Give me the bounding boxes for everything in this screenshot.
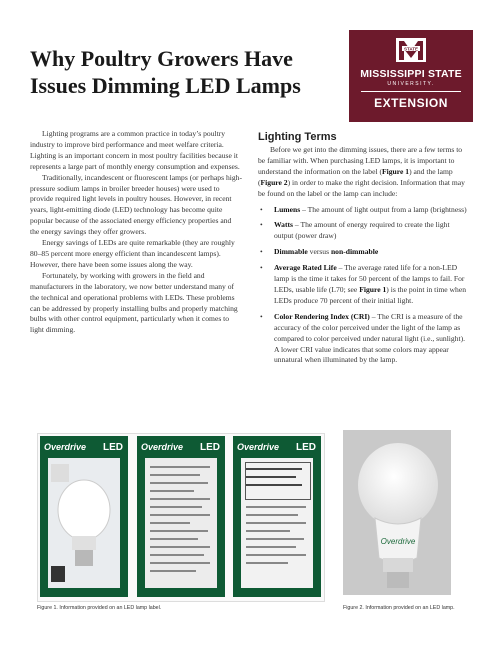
led-lamp-icon bbox=[343, 430, 451, 595]
figure-2-lamp-photo bbox=[343, 430, 451, 595]
package-brand: Overdrive bbox=[237, 442, 280, 452]
package-product: LED bbox=[103, 442, 123, 453]
bullet-icon: • bbox=[260, 220, 263, 230]
paragraph: Fortunately, by working with growers in the field and manufacturers in the laboratory, we now better understand many of the technical and operational problems with LEDs. These problems can be addressed by properly installing bulbs and properly matching bulbs with other control equipment, particularly when it comes to light dimming. bbox=[30, 270, 238, 335]
paragraph: Energy savings of LEDs are quite remarkable (they are roughly 80–85 percent more energy efficient than incandescent lamps). However, there have been some issues along the way. bbox=[30, 238, 235, 269]
logo-extension: EXTENSION bbox=[374, 96, 448, 110]
figure-2-caption: Figure 2. Information provided on an LED lamp. bbox=[343, 605, 455, 611]
package-side bbox=[137, 436, 225, 597]
list-item: • Watts – The amount of energy required to create the light output (power draw) bbox=[260, 220, 450, 241]
figure-1-label-photo bbox=[37, 433, 325, 602]
page-title: Why Poultry Growers Have Issues Dimming LED Lamps bbox=[30, 46, 301, 98]
msu-extension-logo bbox=[349, 30, 473, 122]
section-heading: Lighting Terms bbox=[258, 131, 337, 143]
list-item: • Dimmable versus non-dimmable bbox=[260, 247, 379, 257]
list-item: • Average Rated Life – The average rated life for a non-LED lamp is the time it takes for 50 percent of the lamps to fail. For LEDs, usable life (L70; see Figure 1) is the point in time when LEDs produce 70 percent of their initial light. bbox=[260, 263, 467, 305]
bulb-icon bbox=[48, 458, 120, 588]
msu-m-emblem-icon bbox=[396, 38, 426, 62]
package-brand: Overdrive bbox=[44, 442, 87, 452]
bullet-icon: • bbox=[260, 263, 263, 273]
bullet-icon: • bbox=[260, 311, 263, 321]
package-product: LED bbox=[200, 442, 220, 453]
figure-1-caption: Figure 1. Information provided on an LED lamp label. bbox=[37, 605, 162, 611]
right-column bbox=[258, 131, 470, 371]
package-brand: Overdrive bbox=[141, 442, 184, 452]
intro-paragraph: Before we get into the dimming issues, there are a few terms to be familiar with. When purchasing LED lamps, it is important to understand the information on the label (Figure 1) and the lamp (Figure 2) in order to make the right decision. Information that may be found on the label or the lamp can include: bbox=[258, 145, 465, 198]
paragraph: Lighting programs are a common practice in today’s poultry industry to improve bird performance and meet welfare criteria. Lighting is an important concern in most poultry facilities because it represents a large part of monthly energy consumption and expenses. bbox=[30, 129, 240, 171]
package-back-label bbox=[233, 436, 321, 597]
left-column bbox=[30, 129, 242, 336]
list-item: • Color Rendering Index (CRI) – The CRI is a measure of the accuracy of the color perceived under the light of the lamp as compared to color perceived under natural light (i.e., sunlight). A lower CRI value indicates that some colors may appear unnatural when illuminated by the lamp. bbox=[260, 311, 466, 365]
logo-divider bbox=[361, 91, 461, 92]
lamp-brand: Overdrive bbox=[380, 537, 416, 546]
logo-university-word: UNIVERSITY. bbox=[387, 81, 435, 87]
logo-university-name: MISSISSIPPI STATE bbox=[360, 68, 462, 80]
bullet-icon: • bbox=[260, 204, 263, 214]
terms-list bbox=[258, 205, 470, 367]
package-product: LED bbox=[296, 442, 316, 453]
paragraph: Traditionally, incandescent or fluorescent lamps (or perhaps high-pressure sodium lamps in broiler breeder houses) were used to provide required light levels in poultry houses. However, in recent years, light-emitting diode (LED) technology has become quite popular because of the associated energy efficiency properties and the energy savings they offer growers. bbox=[30, 172, 242, 237]
list-item: • Lumens – The amount of light output from a lamp (brightness) bbox=[260, 204, 467, 214]
bullet-icon: • bbox=[260, 247, 263, 257]
package-front bbox=[40, 436, 128, 597]
emblem-text: STATE bbox=[403, 46, 419, 52]
